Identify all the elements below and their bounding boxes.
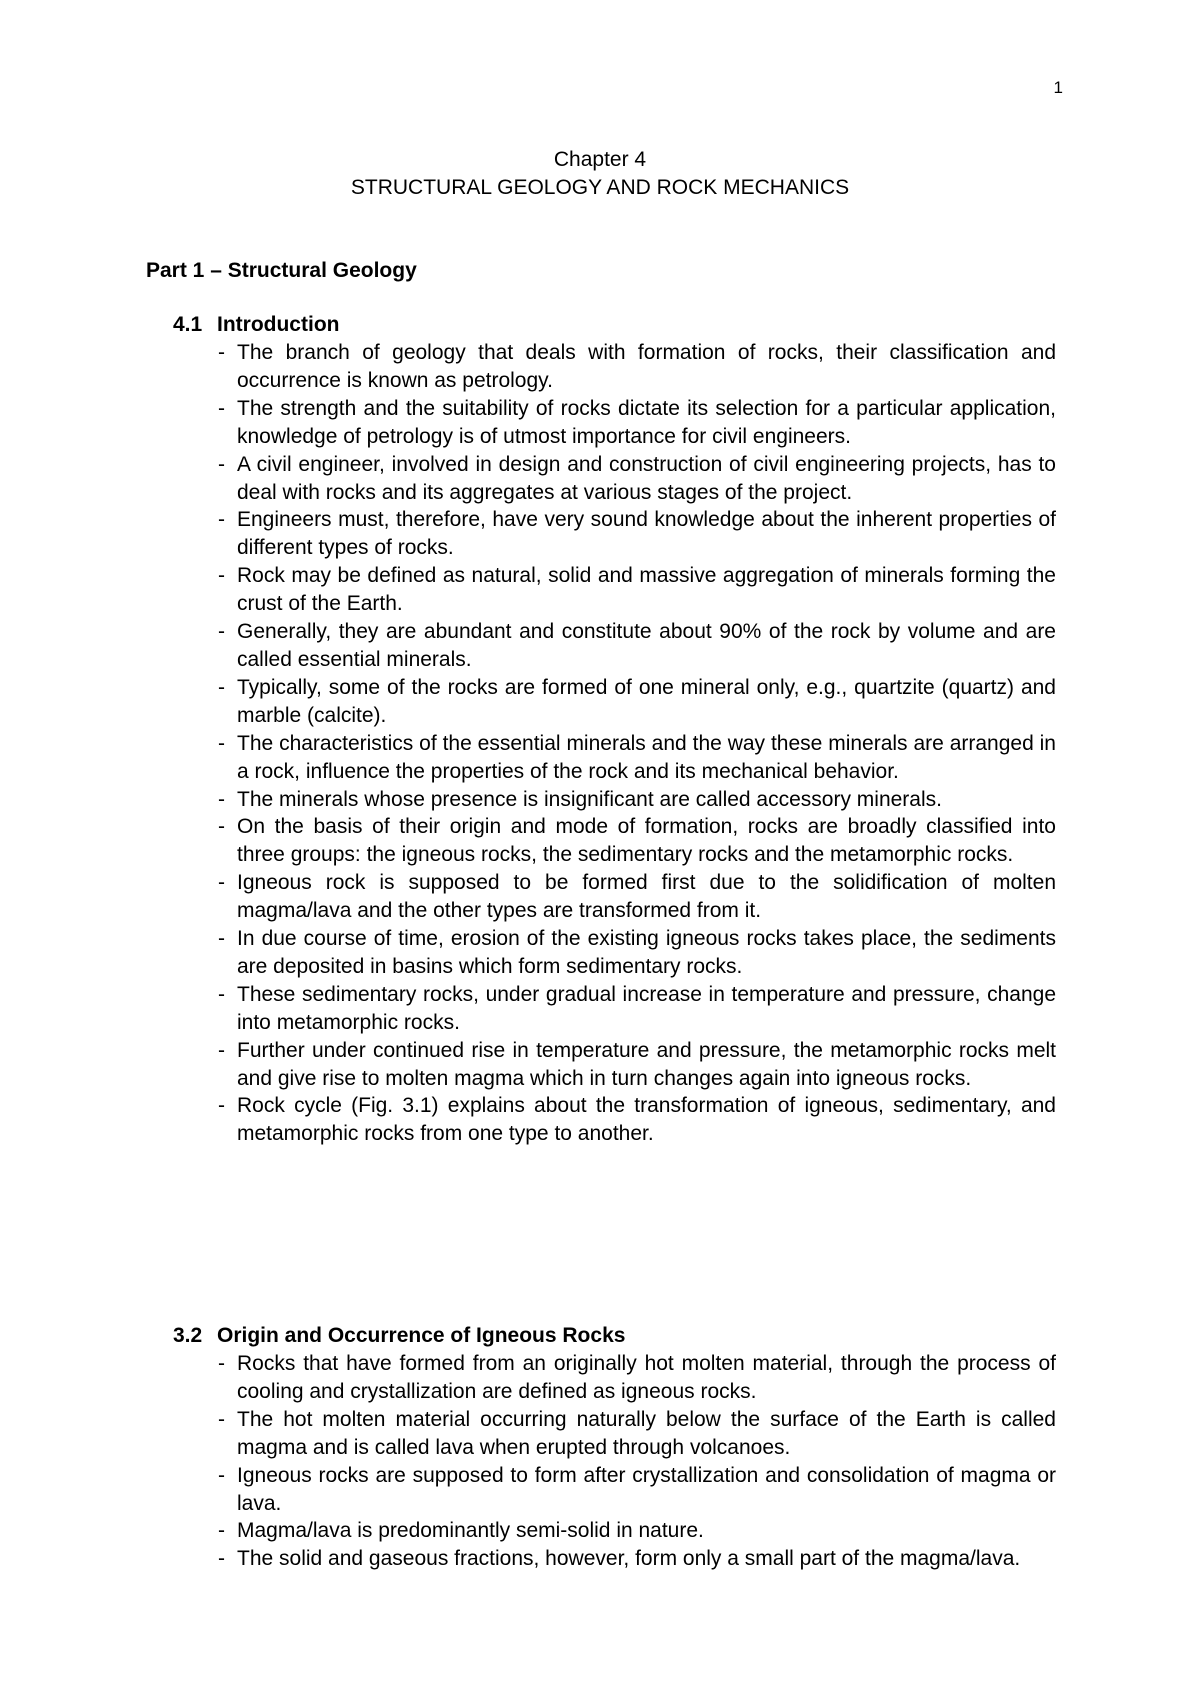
bullet-item: - Rock cycle (Fig. 3.1) explains about the transformation of igneous, sedimentary, and metamorphic rocks from one type to another. [218,1094,1056,1146]
bullet-item: - On the basis of their origin and mode of formation, rocks are broadly classified into three groups: the igneous rocks, the sedimentary rocks and the metamorphic rocks. [218,815,1056,867]
section-number: 3.2 [173,1324,203,1347]
bullet-item: - The characteristics of the essential minerals and the way these minerals are arranged in a rock, influence the properties of the rock and its mechanical behavior. [218,731,1056,783]
part-title: Part 1 – Structural Geology [146,259,417,282]
section-number: 4.1 [173,313,203,336]
bullet-item: - These sedimentary rocks, under gradual increase in temperature and pressure, change into metamorphic rocks. [218,982,1056,1034]
section-heading-4-1 [173,311,339,339]
bullet-item: - The branch of geology that deals with formation of rocks, their classification and occurrence is known as petrology. [218,341,1056,392]
bullet-item: - Rock may be defined as natural, solid and massive aggregation of minerals forming the crust of the Earth. [218,564,1056,616]
bullet-item: - Magma/lava is predominantly semi-solid in nature. [218,1519,704,1543]
bullet-item: - In due course of time, erosion of the existing igneous rocks takes place, the sediments are deposited in basins which form sedimentary rocks. [218,927,1056,978]
bullet-item: - Engineers must, therefore, have very sound knowledge about the inherent properties of different types of rocks. [218,508,1056,560]
bullet-item: - Generally, they are abundant and constitute about 90% of the rock by volume and are called essential minerals. [218,620,1056,671]
bullet-item: - The minerals whose presence is insignificant are called accessory minerals. [218,787,942,811]
page-number: 1 [1053,78,1063,97]
bullet-item: - Igneous rock is supposed to be formed first due to the solidification of molten magma/lava and the other types are transformed from it. [218,871,1056,923]
bullet-item: - The hot molten material occurring naturally below the surface of the Earth is called magma and is called lava when erupted through volcanoes. [218,1407,1056,1459]
section-3-2-bullet-list [218,1350,1056,1573]
bullet-item: - A civil engineer, involved in design and construction of civil engineering projects, has to deal with rocks and its aggregates at various stages of the project. [218,452,1056,504]
bullet-item: - Further under continued rise in temperature and pressure, the metamorphic rocks melt and give rise to molten magma which in turn changes again into igneous rocks. [218,1038,1056,1090]
section-heading-3-2 [173,1322,625,1350]
bullet-item: - The solid and gaseous fractions, however, form only a small part of the magma/lava. [218,1547,1021,1571]
chapter-label: Chapter 4 [553,148,647,171]
bullet-item: - The strength and the suitability of rocks dictate its selection for a particular application, knowledge of petrology is of utmost importance for civil engineers. [218,396,1056,448]
section-title: Introduction [217,313,340,336]
bullet-item: - Igneous rocks are supposed to form after crystallization and consolidation of magma or lava. [218,1463,1056,1515]
bullet-item: - Typically, some of the rocks are formed of one mineral only, e.g., quartzite (quartz) and marble (calcite). [218,675,1056,727]
chapter-title: STRUCTURAL GEOLOGY AND ROCK MECHANICS [350,176,850,199]
section-title: Origin and Occurrence of Igneous Rocks [217,1324,626,1347]
chapter-heading [0,146,1200,202]
section-4-1-bullet-list [218,339,1056,1148]
bullet-item: - Rocks that have formed from an originally hot molten material, through the process of cooling and crystallization are defined as igneous rocks. [218,1352,1056,1403]
